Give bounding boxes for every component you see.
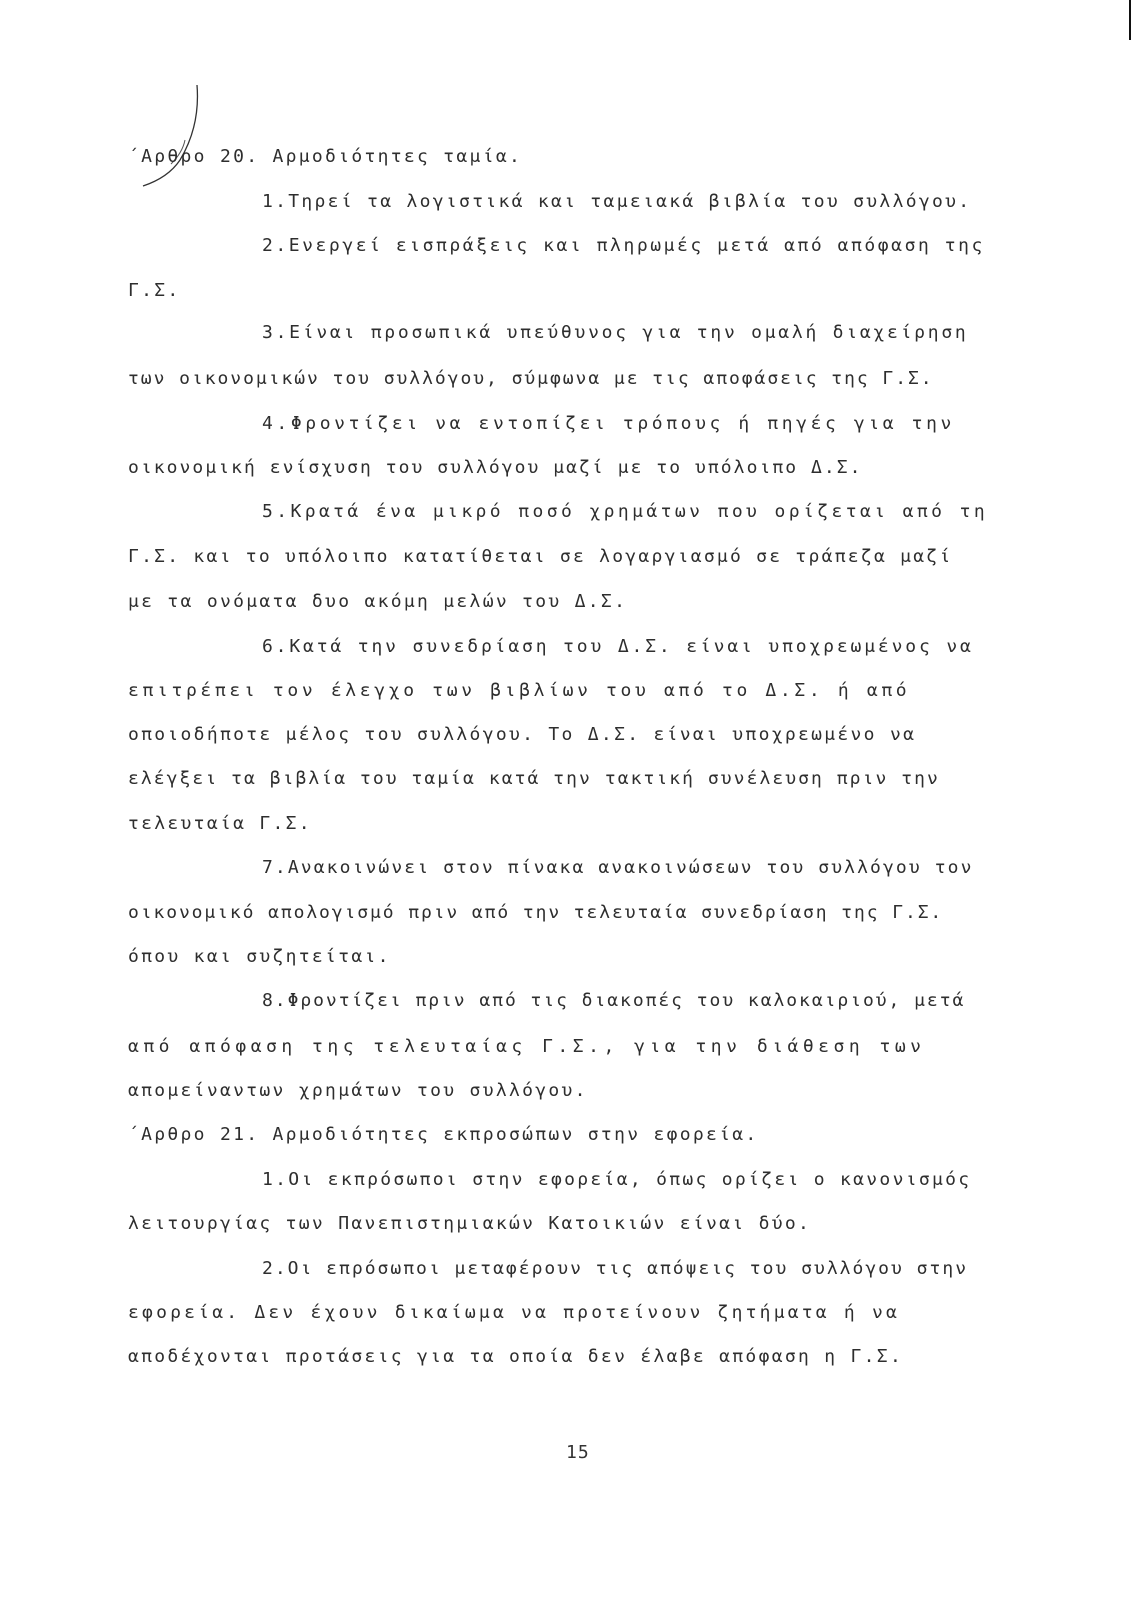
article-20-item-5-line-2: Γ.Σ. και το υπόλοιπο κατατίθεται σε λογαργιασμό σε τράπεζα μαζί	[128, 546, 953, 567]
article-20-item-6-line-2: επιτρέπει τον έλεγχο των βιβλίων του από το Δ.Σ. ή από	[128, 680, 911, 701]
pen-stroke-mark	[125, 80, 215, 190]
article-20-item-6-line-1: 6.Κατά την συνεδρίαση του Δ.Σ. είναι υποχρεωμένος να	[262, 636, 974, 657]
article-20-item-5-line-1: 5.Κρατά ένα μικρό ποσό χρημάτων που ορίζεται από τη	[262, 501, 989, 522]
article-20-item-7-line-1: 7.Ανακοινώνει στον πίνακα ανακοινώσεων του συλλόγου τον	[262, 857, 974, 878]
article-20-item-8-line-2: από απόφαση της τελευταίας Γ.Σ., για την διάθεση των	[128, 1036, 926, 1057]
article-20-item-4-line-1: 4.Φροντίζει να εντοπίζει τρόπους ή πηγές για την	[262, 413, 955, 434]
article-20-item-7-line-3: όπου και συζητείται.	[128, 946, 391, 967]
article-20-item-6-line-5: τελευταία Γ.Σ.	[128, 813, 312, 834]
article-20-item-1: 1.Τηρεί τα λογιστικά και ταμειακά βιβλία του συλλόγου.	[262, 191, 972, 212]
article-20-item-6-line-4: ελέγξει τα βιβλία του ταμία κατά την τακτική συνέλευση πριν την	[128, 768, 940, 789]
article-21-item-1-line-2: λειτουργίας των Πανεπιστημιακών Κατοικιών είναι δύο.	[128, 1213, 812, 1234]
article-20-item-6-line-3: οποιοδήποτε μέλος του συλλόγου. Το Δ.Σ. είναι υποχρεωμένο να	[128, 724, 917, 745]
article-20-item-7-line-2: οικονομικό απολογισμό πριν από την τελευταία συνεδρίαση της Γ.Σ.	[128, 902, 944, 923]
page-number: 15	[566, 1442, 590, 1463]
article-21-item-2-line-2: εφορεία. Δεν έχουν δικαίωμα να προτείνουν ζητήματα ή να	[128, 1302, 901, 1323]
article-20-item-2-line-2: Γ.Σ.	[128, 280, 181, 301]
article-20-item-3-line-2: των οικονομικών του συλλόγου, σύμφωνα με τις αποφάσεις της Γ.Σ.	[128, 368, 934, 389]
article-21-heading: ΄Αρθρο 21. Αρμοδιότητες εκπροσώπων στην εφορεία.	[128, 1124, 759, 1145]
article-20-item-3-line-1: 3.Είναι προσωπικά υπεύθυνος για την ομαλή διαχείρηση	[262, 322, 969, 343]
article-20-item-2-line-1: 2.Ενεργεί εισπράξεις και πληρωμές μετά από απόφαση της	[262, 235, 985, 256]
article-21-item-2-line-1: 2.Οι επρόσωποι μεταφέρουν τις απόψεις του συλλόγου στην	[262, 1258, 969, 1279]
article-21-item-1-line-1: 1.Οι εκπρόσωποι στην εφορεία, όπως ορίζει ο κανονισμός	[262, 1169, 972, 1190]
article-20-item-4-line-2: οικονομική ενίσχυση του συλλόγου μαζί με το υπόλοιπο Δ.Σ.	[128, 457, 863, 478]
article-20-heading: ΄Αρθρο 20. Αρμοδιότητες ταμία.	[128, 146, 523, 167]
article-20-item-8-line-3: απομείναντων χρημάτων του συλλόγου.	[128, 1080, 588, 1101]
article-20-item-8-line-1: 8.Φροντίζει πριν από τις διακοπές του καλοκαιριού, μετά	[262, 990, 966, 1011]
article-21-item-2-line-3: αποδέχονται προτάσεις για τα οποία δεν έλαβε απόφαση η Γ.Σ.	[128, 1346, 904, 1367]
article-20-item-5-line-3: με τα ονόματα δυο ακόμη μελών του Δ.Σ.	[128, 591, 628, 612]
